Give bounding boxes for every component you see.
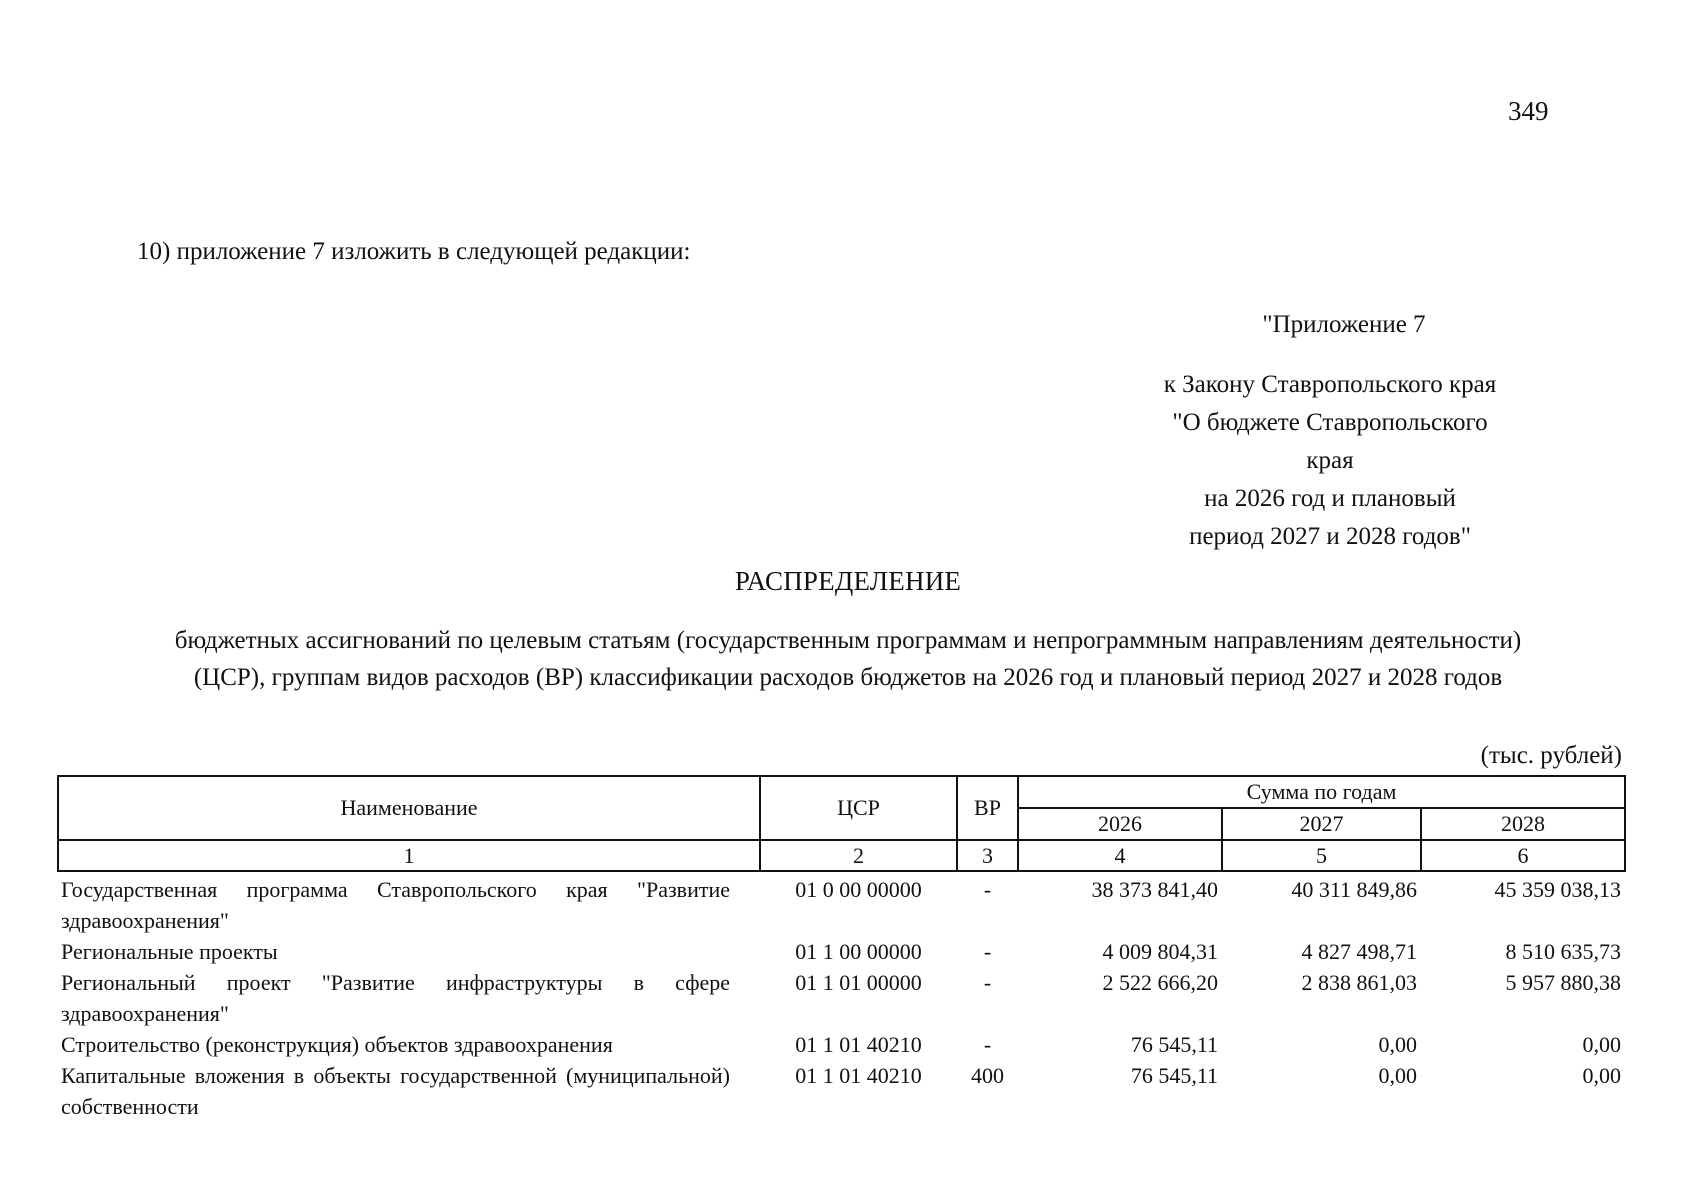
column-number: 4 (1018, 840, 1222, 871)
row-amount-2027: 0,00 (1378, 1032, 1417, 1057)
header-vr: ВР (957, 776, 1018, 840)
row-name: Государственная программа Ставропольского края "Развитие здравоохранения" (61, 877, 730, 933)
column-number: 5 (1222, 840, 1421, 871)
row-amount-2026: 4 009 804,31 (1102, 939, 1218, 964)
document-subtitle (80, 622, 1616, 696)
column-number: 2 (760, 840, 957, 871)
page-number: 349 (1508, 96, 1549, 126)
row-name: Региональные проекты (61, 939, 278, 964)
row-amount-2026: 76 545,11 (1130, 1032, 1218, 1057)
column-number: 6 (1421, 840, 1625, 871)
annex-line: к Закону Ставропольского края (1163, 371, 1497, 398)
row-name: Региональный проект "Развитие инфраструктуры в сфере здравоохранения" (61, 970, 730, 1026)
row-amount-2026: 38 373 841,40 (1091, 877, 1218, 902)
header-year-2027: 2027 (1222, 808, 1421, 840)
document-title: РАСПРЕДЕЛЕНИЕ (734, 566, 962, 596)
row-csr: 01 1 00 00000 (795, 939, 922, 964)
row-csr: 01 1 01 40210 (795, 1032, 922, 1057)
table-row (58, 1029, 1625, 1060)
row-vr: 400 (971, 1063, 1004, 1088)
row-amount-2026: 76 545,11 (1130, 1063, 1218, 1088)
row-csr: 01 1 01 40210 (795, 1063, 922, 1088)
row-amount-2028: 0,00 (1582, 1063, 1622, 1088)
row-amount-2028: 8 510 635,73 (1505, 939, 1622, 964)
row-vr: - (983, 939, 992, 964)
annex-block (1150, 306, 1510, 556)
row-name: Капитальные вложения в объекты государственной (муниципальной) собственности (61, 1063, 730, 1119)
row-name: Строительство (реконструкция) объектов здравоохранения (61, 1032, 613, 1057)
row-vr: - (983, 970, 992, 995)
annex-line: на 2026 год и плановый (1204, 485, 1456, 512)
budget-table (57, 775, 1626, 1122)
header-name: Наименование (58, 776, 760, 840)
row-amount-2028: 5 957 880,38 (1505, 970, 1622, 995)
header-year-2026: 2026 (1018, 808, 1222, 840)
row-csr: 01 0 00 00000 (795, 877, 922, 902)
row-amount-2027: 40 311 849,86 (1291, 877, 1417, 902)
header-year-2028: 2028 (1421, 808, 1625, 840)
column-number: 1 (58, 840, 760, 871)
row-amount-2027: 4 827 498,71 (1301, 939, 1417, 964)
row-vr: - (983, 877, 992, 902)
column-number: 3 (957, 840, 1018, 871)
intro-paragraph: 10) приложение 7 изложить в следующей редакции: (137, 238, 691, 265)
table-row (58, 967, 1625, 1029)
row-vr: - (983, 1032, 992, 1057)
annex-line: "О бюджете Ставропольского края (1172, 409, 1488, 474)
table-row (58, 1060, 1625, 1122)
table-row (58, 871, 1625, 936)
annex-title: "Приложение 7 (1262, 311, 1426, 338)
header-sum-by-years: Сумма по годам (1018, 776, 1625, 808)
row-amount-2028: 0,00 (1582, 1032, 1622, 1057)
row-csr: 01 1 01 00000 (795, 970, 922, 995)
annex-line: период 2027 и 2028 годов" (1189, 523, 1471, 550)
units-label: (тыс. рублей) (1480, 742, 1622, 769)
row-amount-2027: 2 838 861,03 (1301, 970, 1417, 995)
header-csr: ЦСР (760, 776, 957, 840)
row-amount-2026: 2 522 666,20 (1102, 970, 1218, 995)
document-subtitle-line: бюджетных ассигнований по целевым статьям (государственным программам и непрограммным направлениям деятельности) (174, 627, 1522, 654)
row-amount-2028: 45 359 038,13 (1494, 877, 1622, 902)
table-row (58, 936, 1625, 967)
document-subtitle-line: (ЦСР), группам видов расходов (ВР) классификации расходов бюджетов на 2026 год и плановый период 2027 и 2028 годов (193, 664, 1503, 691)
row-amount-2027: 0,00 (1378, 1063, 1417, 1088)
